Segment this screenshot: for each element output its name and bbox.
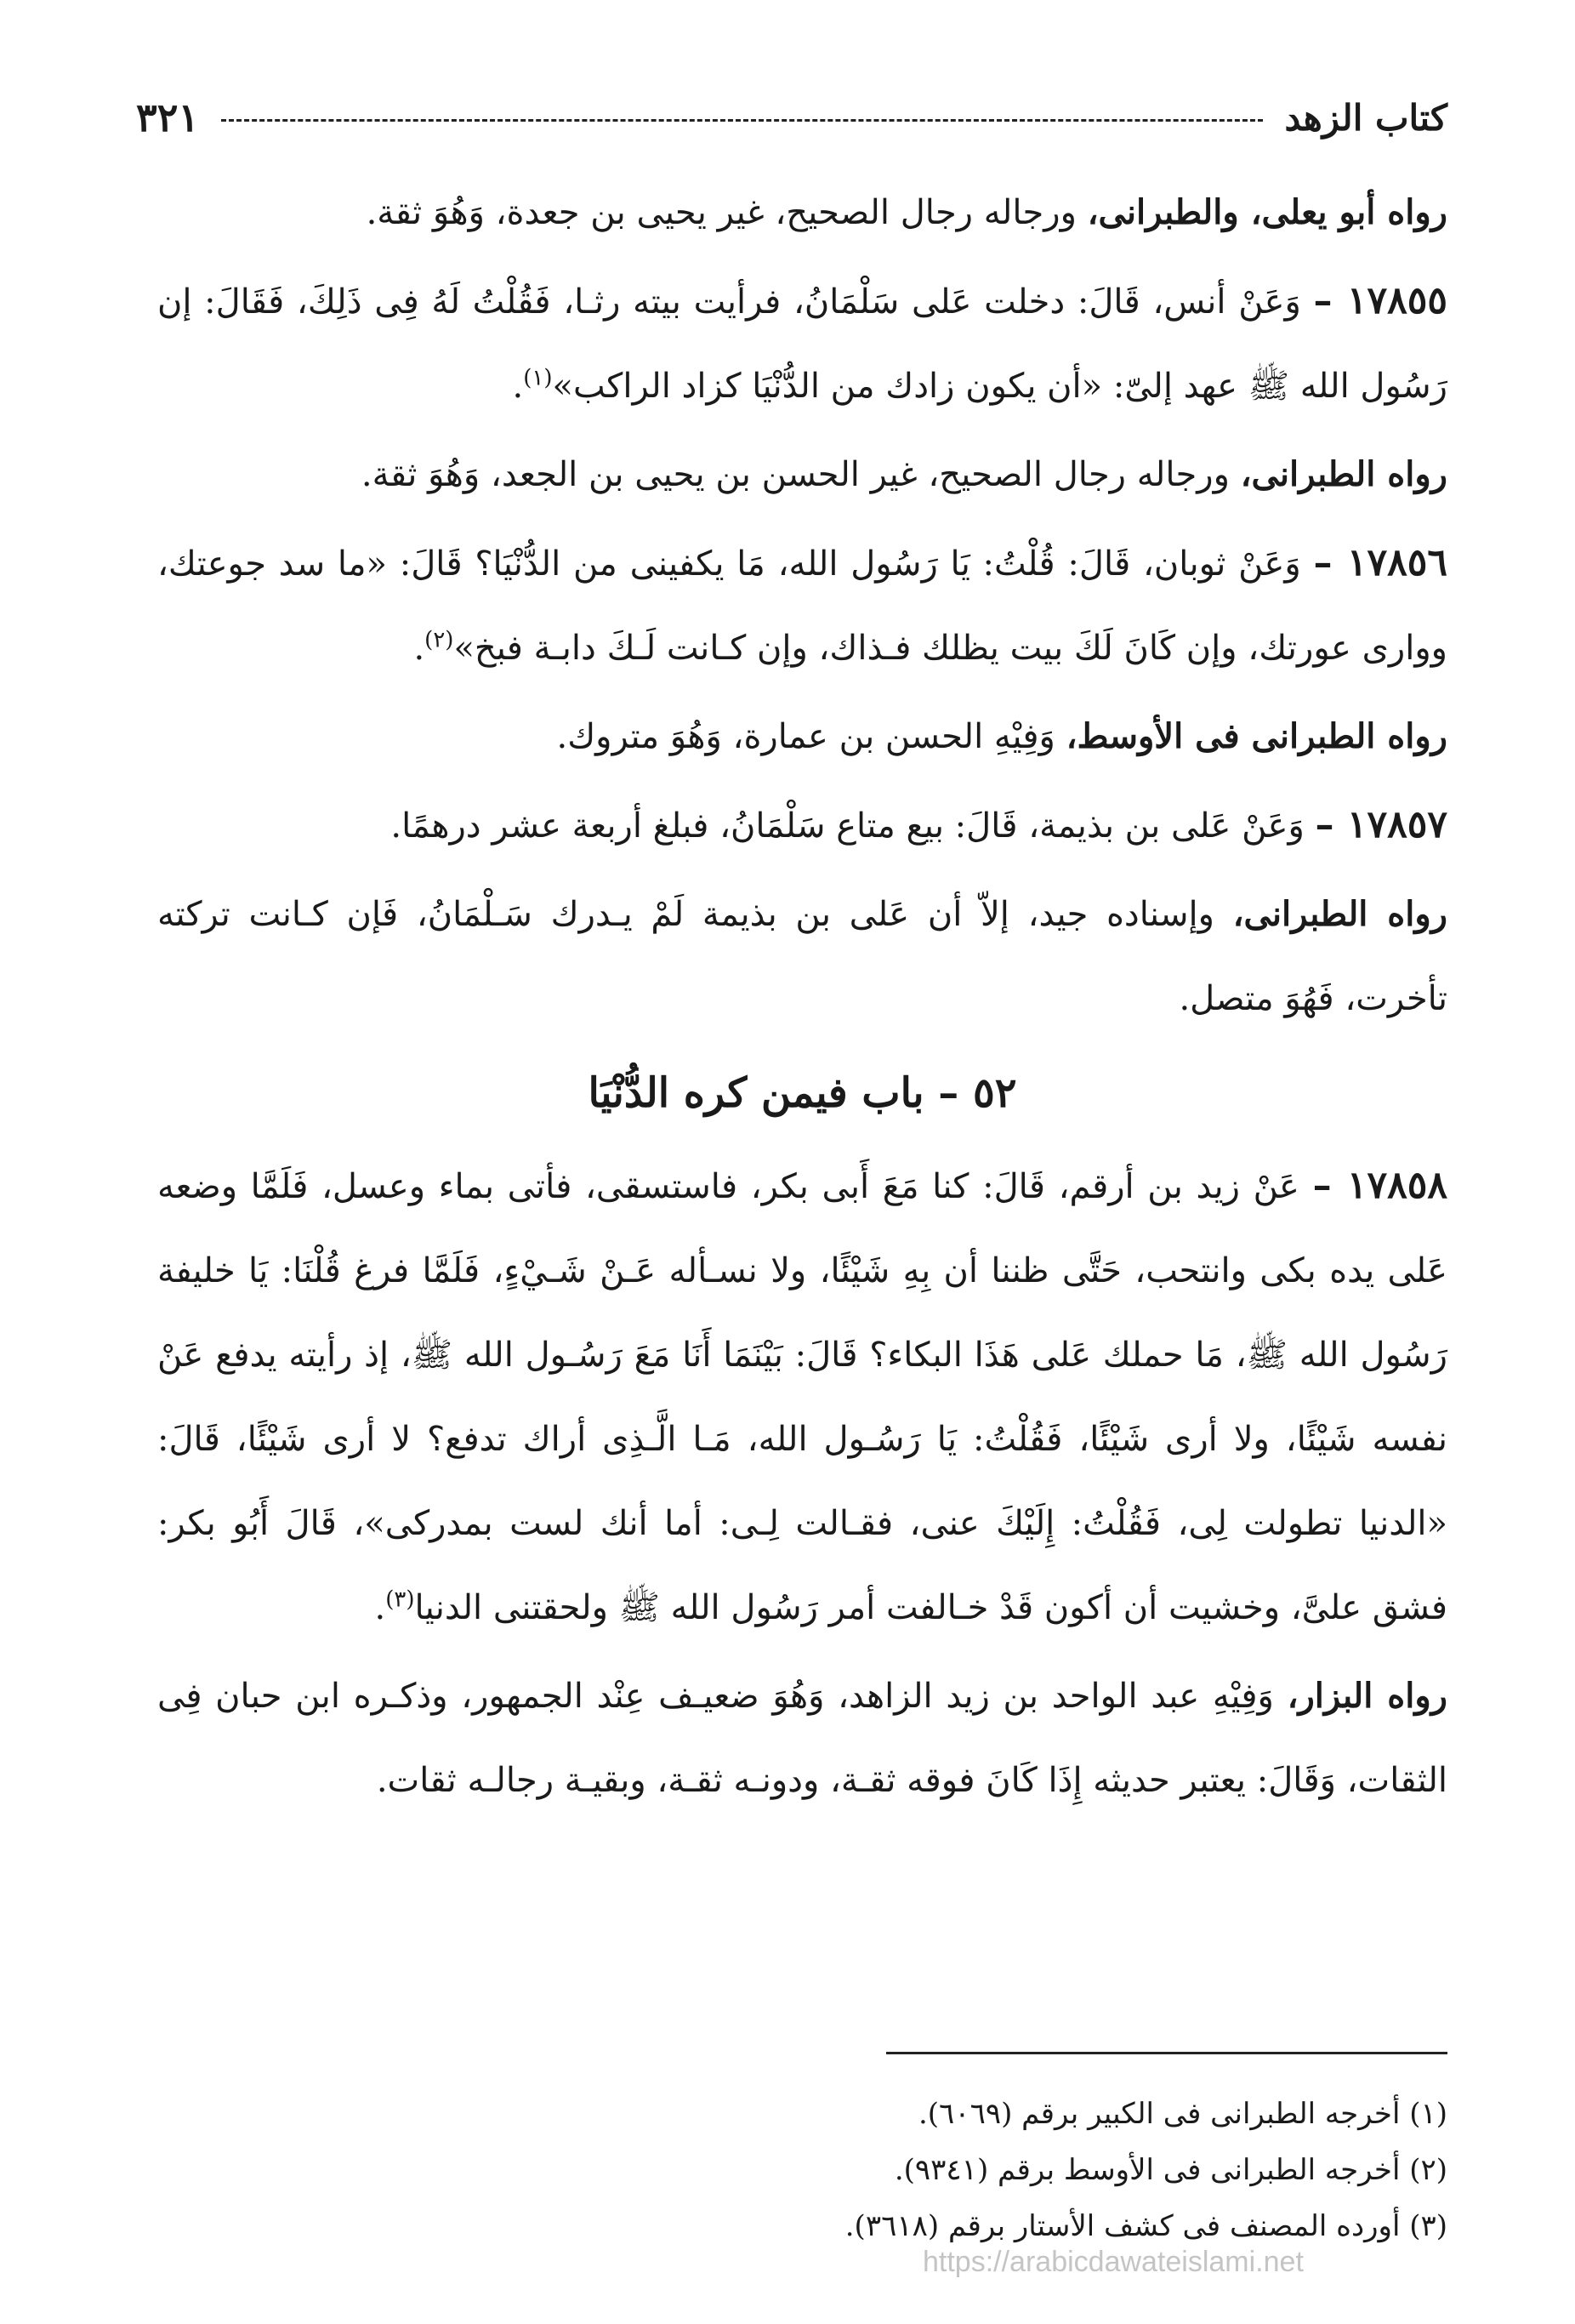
hadith-17858 <box>157 1143 1447 1650</box>
source-note <box>157 1654 1447 1823</box>
paragraph-text: وَفِيْهِ الحسن بن عمارة، وَهُوَ متروك. <box>556 717 1066 756</box>
source-note <box>157 872 1447 1041</box>
hadith-number: ١٧٨٥٦ – <box>1313 541 1447 584</box>
footnote-ref: (٣) <box>385 1586 415 1613</box>
footnote-item: (٢) أخرجه الطبرانى فى الأوسط برقم (٩٣٤١). <box>894 2153 1447 2187</box>
paragraph-text: ورجاله رجال الصحيح، غير يحيى بن جعدة، وَهُوَ ثقة. <box>366 193 1088 232</box>
hadith-number: ١٧٨٥٨ – <box>1312 1164 1447 1207</box>
hadith-text: وَعَنْ أنس، قَالَ: دخلت عَلى سَلْمَانُ، فرأيت بيته رثـا، فَقُلْتُ لَهُ فِى ذَلِكَ، فَقَالَ: إن رَسُول الله ﷺ عهد إلىّ: «أن يكون زادك من الدُّنْيَا كزاد الراكب» <box>157 282 1447 406</box>
footnotes <box>510 2086 1447 2254</box>
source-note <box>157 170 1447 255</box>
paragraph-text: وإسناده جيد، إلاّ أن عَلى بن بذيمة لَمْ يـدرك سَـلْمَانُ، فَإن كـانت تركته تأخرت، فَهُوَ متصل. <box>157 895 1447 1018</box>
running-header <box>136 92 1447 143</box>
paragraph-text: وَفِيْهِ عبد الواحد بن زيد الزاهد، وَهُوَ ضعيـف عِنْد الجمهور، وذكـره ابن حبان فِى الثقات، وَقَالَ: يعتبر حديثه إِذَا كَانَ فوقه ثقـة، ودونـه ثقـة، وبقيـة رجالـه ثقات. <box>157 1677 1447 1800</box>
hadith-17855 <box>157 259 1447 429</box>
hadith-17856 <box>157 521 1447 691</box>
hadith-text: وَعَنْ ثوبان، قَالَ: قُلْتُ: يَا رَسُول الله، مَا يكفينى من الدُّنْيَا؟ قَالَ: «ما سد جوعتك، ووارى عورتك، وإن كَانَ لَكَ بيت يظلك فـذاك، وإن كـانت لَـكَ دابـة فبخ» <box>157 544 1447 668</box>
hadith-number: ١٧٨٥٧ – <box>1315 803 1447 846</box>
hadith-number: ١٧٨٥٥ – <box>1313 279 1448 322</box>
source-name: رواه الطبرانى، <box>1240 454 1447 494</box>
sentence-end: . <box>413 629 425 668</box>
page-number: ٣٢١ <box>136 94 200 140</box>
footnote-item: (٣) أورده المصنف فى كشف الأستار برقم (٣٦١٨). <box>844 2209 1447 2243</box>
sentence-end: . <box>512 367 524 406</box>
source-note <box>157 432 1447 517</box>
header-dashed-rule <box>221 119 1262 122</box>
book-title: كتاب الزهد <box>1284 96 1447 139</box>
chapter-heading: ٥٢ – باب فيمن كره الدُّنْيَا <box>588 1069 1017 1117</box>
main-text <box>157 170 1447 1823</box>
source-name: رواه أبو يعلى، والطبرانى، <box>1087 192 1447 232</box>
source-watermark: https://arabicdawateislami.net <box>923 2246 1304 2278</box>
paragraph-text: ورجاله رجال الصحيح، غير الحسن بن يحيى بن الجعد، وَهُوَ ثقة. <box>361 455 1241 494</box>
hadith-text: عَنْ زيد بن أرقم، قَالَ: كنا مَعَ أَبى بكر، فاستسقى، فأتى بماء وعسل، فَلَمَّا وضعه عَلى يده بكى وانتحب، حَتَّى ظننا أن بِهِ شَيْئًا، ولا نسـأله عَـنْ شَـيْءٍ، فَلَمَّا فرغ قُلْنَا: يَا خليفة رَسُول الله ﷺ، مَا حملك عَلى هَذَا البكاء؟ قَالَ: بَيْنَمَا أَنَا مَعَ رَسُـول الله ﷺ، إذ رأيته يدفع عَنْ نفسه شَيْئًا، ولا أرى شَيْئًا، فَقُلْتُ: يَا رَسُـول الله، مَـا الَّـذِى أراك تدفع؟ لا أرى شَيْئًا، قَالَ: «الدنيا تطولت لِى، فَقُلْتُ: إِلَيْكَ عنى، فقـالت لِـى: أما أنك لست بمدركى»، قَالَ أَبُو بكر: فشق علىَّ، وخشيت أن أكون قَدْ خـالفت أمر رَسُول الله ﷺ ولحقتنى الدنيا <box>157 1167 1448 1627</box>
footnote-ref: (١) <box>523 365 553 391</box>
source-name: رواه الطبرانى، <box>1232 894 1447 934</box>
footnote-separator <box>886 2052 1447 2054</box>
hadith-text: وَعَنْ عَلى بن بذيمة، قَالَ: بيع متاع سَلْمَانُ، فبلغ أربعة عشر درهمًا. <box>390 806 1316 846</box>
footnote-item: (١) أخرجه الطبرانى فى الكبير برقم (٦٠٦٩). <box>918 2097 1447 2131</box>
source-note <box>157 694 1447 779</box>
source-name: رواه البزار، <box>1287 1676 1447 1716</box>
source-name: رواه الطبرانى فى الأوسط، <box>1066 716 1447 756</box>
footnote-ref: (٢) <box>424 627 454 653</box>
sentence-end: . <box>374 1588 386 1627</box>
hadith-17857 <box>157 783 1447 869</box>
